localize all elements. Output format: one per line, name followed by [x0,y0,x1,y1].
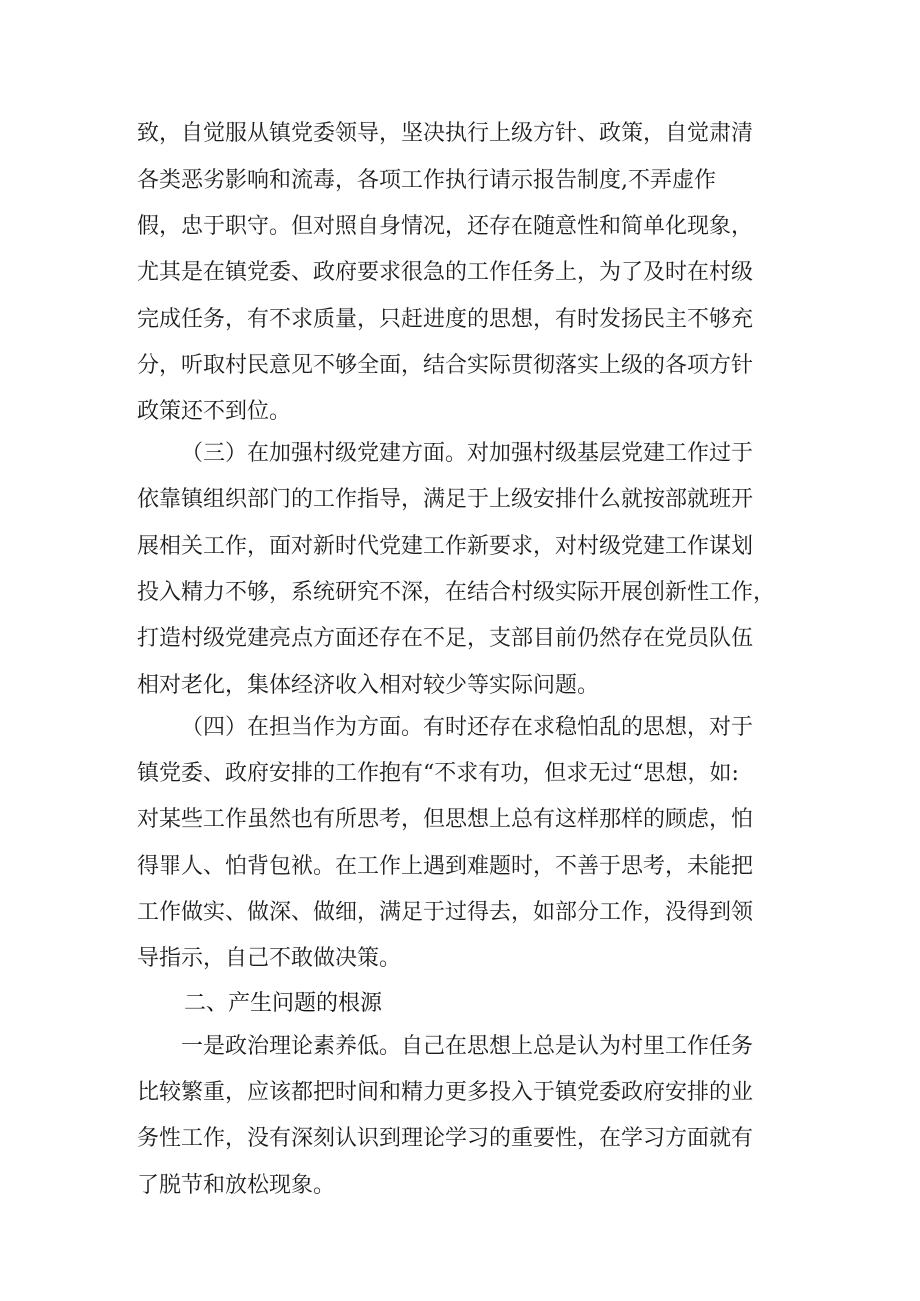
body-text-line: 工作做实、做深、做细，满足于过得去，如部分工作，没得到领 [137,900,754,925]
body-text-line: 各类恶劣影响和流毒，各项工作执行请示报告制度,不弄虚作 [137,168,716,193]
body-text-line: 分，听取村民意见不够全面，结合实际贯彻落实上级的各项方针 [137,353,754,378]
body-text-line: 假，忠于职守。但对照自身情况，还存在随意性和简单化现象， [137,214,754,239]
section-four-first-line: （四）在担当作为方面。有时还存在求稳怕乱的思想，对于 [181,715,754,740]
body-text-line: 了脱节和放松现象。 [137,1173,336,1198]
body-text-line: 务性工作，没有深刻认识到理论学习的重要性，在学习方面就有 [137,1126,754,1151]
body-text-line: 导指示，自己不敢做决策。 [137,946,402,971]
body-text-line: 展相关工作，面对新时代党建工作新要求，对村级党建工作谋划 [137,534,754,559]
body-text-line: 相对老化，集体经济收入相对较少等实际问题。 [137,673,600,698]
body-text-line: 得罪人、怕背包袱。在工作上遇到难题时，不善于思考，未能把 [137,854,754,879]
body-text-line: 镇党委、政府安排的工作抱有“不求有功，但求无过“思想，如: [137,761,739,786]
body-text-line: 政策还不到位。 [137,399,292,424]
body-text-line: 依靠镇组织部门的工作指导，满足于上级安排什么就按部就班开 [137,487,754,512]
root-cause-first-line: 一是政治理论素养低。自己在思想上总是认为村里工作任务 [181,1034,754,1059]
body-text-line: 致，自觉服从镇党委领导，坚决执行上级方针、政策，自觉肃清 [137,121,754,146]
body-text-line: 投入精力不够，系统研究不深，在结合村级实际开展创新性工作， [137,580,776,605]
body-text-line: 尤其是在镇党委、政府要求很急的工作任务上，为了及时在村级 [137,260,754,285]
body-text-line: 完成任务，有不求质量，只赶进度的思想，有时发扬民主不够充 [137,307,754,332]
body-text-line: 对某些工作虽然也有所思考，但思想上总有这样那样的顾虑，怕 [137,807,754,832]
section-heading: 二、产生问题的根源 [184,991,383,1016]
body-text-line: 打造村级党建亮点方面还存在不足，支部目前仍然存在党员队伍 [137,626,754,651]
section-three-first-line: （三）在加强村级党建方面。对加强村级基层党建工作过于 [181,441,754,466]
body-text-line: 比较繁重，应该都把时间和精力更多投入于镇党委政府安排的业 [137,1080,754,1105]
